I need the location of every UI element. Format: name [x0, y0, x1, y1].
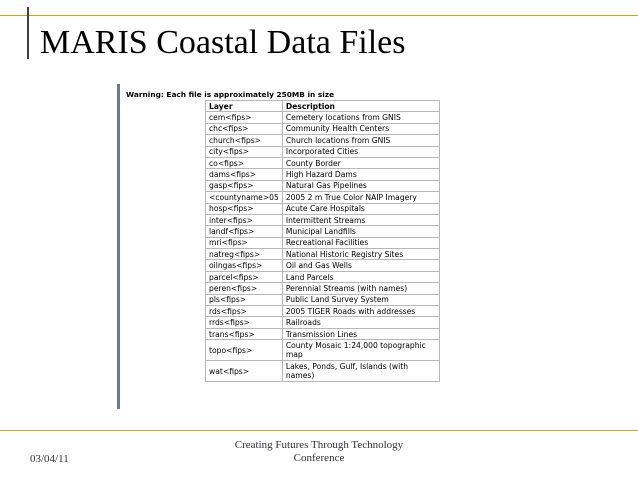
layer-cell: natreg<fips> — [206, 249, 283, 260]
table-row — [206, 340, 440, 361]
header-layer: Layer — [206, 101, 283, 112]
header-description: Description — [282, 101, 439, 112]
table-row — [206, 112, 440, 123]
layer-cell: rds<fips> — [206, 306, 283, 317]
layer-cell: mri<fips> — [206, 237, 283, 248]
layer-cell: gasp<fips> — [206, 180, 283, 191]
description-cell: Acute Care Hospitals — [282, 203, 439, 214]
bottom-divider — [0, 430, 638, 431]
description-cell: Oil and Gas Wells — [282, 260, 439, 271]
table-row — [206, 317, 440, 328]
layer-cell: landf<fips> — [206, 226, 283, 237]
table-row — [206, 328, 440, 339]
layer-cell: chc<fips> — [206, 123, 283, 134]
layer-cell: wat<fips> — [206, 361, 283, 382]
description-cell: Municipal Landfills — [282, 226, 439, 237]
table-row — [206, 283, 440, 294]
description-cell: High Hazard Dams — [282, 169, 439, 180]
table-row — [206, 361, 440, 382]
layer-cell: pls<fips> — [206, 294, 283, 305]
layer-cell: hosp<fips> — [206, 203, 283, 214]
layer-cell: co<fips> — [206, 157, 283, 168]
layer-cell: <countyname>05 — [206, 192, 283, 203]
table-row — [206, 146, 440, 157]
title-accent-bar — [27, 7, 29, 59]
table-row — [206, 180, 440, 191]
table-row — [206, 237, 440, 248]
description-cell: Intermittent Streams — [282, 214, 439, 225]
layer-cell: rrds<fips> — [206, 317, 283, 328]
table-row — [206, 260, 440, 271]
description-cell: Railroads — [282, 317, 439, 328]
top-divider — [0, 15, 638, 16]
layer-cell: inter<fips> — [206, 214, 283, 225]
table-header-row — [206, 101, 440, 112]
table-row — [206, 123, 440, 134]
description-cell: Perennial Streams (with names) — [282, 283, 439, 294]
description-cell: Lakes, Ponds, Gulf, Islands (with names) — [282, 361, 439, 382]
layer-cell: peren<fips> — [206, 283, 283, 294]
table-row — [206, 294, 440, 305]
layer-cell: cem<fips> — [206, 112, 283, 123]
description-cell: Cemetery locations from GNIS — [282, 112, 439, 123]
table-row — [206, 203, 440, 214]
table-row — [206, 135, 440, 146]
description-cell: Church locations from GNIS — [282, 135, 439, 146]
layer-cell: city<fips> — [206, 146, 283, 157]
table-row — [206, 192, 440, 203]
description-cell: County Mosaic 1:24,000 topographic map — [282, 340, 439, 361]
footer-conference — [210, 439, 428, 465]
table-row — [206, 226, 440, 237]
table-row — [206, 306, 440, 317]
description-cell: Community Health Centers — [282, 123, 439, 134]
description-cell: 2005 TIGER Roads with addresses — [282, 306, 439, 317]
layer-cell: topo<fips> — [206, 340, 283, 361]
footer-line-1: Creating Futures Through Technology — [234, 439, 404, 451]
table-row — [206, 214, 440, 225]
description-cell: Recreational Facilities — [282, 237, 439, 248]
description-cell: 2005 2 m True Color NAIP Imagery — [282, 192, 439, 203]
description-cell: Transmission Lines — [282, 328, 439, 339]
table-row — [206, 271, 440, 282]
description-cell: National Historic Registry Sites — [282, 249, 439, 260]
table-row — [206, 169, 440, 180]
layer-cell: parcel<fips> — [206, 271, 283, 282]
size-warning: Warning: Each file is approximately 250MB in size — [126, 90, 335, 99]
table-row — [206, 249, 440, 260]
layers-table — [205, 100, 440, 382]
table-row — [206, 157, 440, 168]
layer-cell: dams<fips> — [206, 169, 283, 180]
layer-cell: church<fips> — [206, 135, 283, 146]
panel-left-bar — [117, 84, 120, 409]
description-cell: Natural Gas Pipelines — [282, 180, 439, 191]
description-cell: County Border — [282, 157, 439, 168]
footer-line-2: Conference — [293, 452, 345, 464]
description-cell: Incorporated Cities — [282, 146, 439, 157]
layer-cell: trans<fips> — [206, 328, 283, 339]
layer-cell: oilngas<fips> — [206, 260, 283, 271]
description-cell: Public Land Survey System — [282, 294, 439, 305]
footer-date: 03/04/11 — [30, 453, 69, 465]
description-cell: Land Parcels — [282, 271, 439, 282]
slide-title: MARIS Coastal Data Files — [40, 24, 406, 61]
